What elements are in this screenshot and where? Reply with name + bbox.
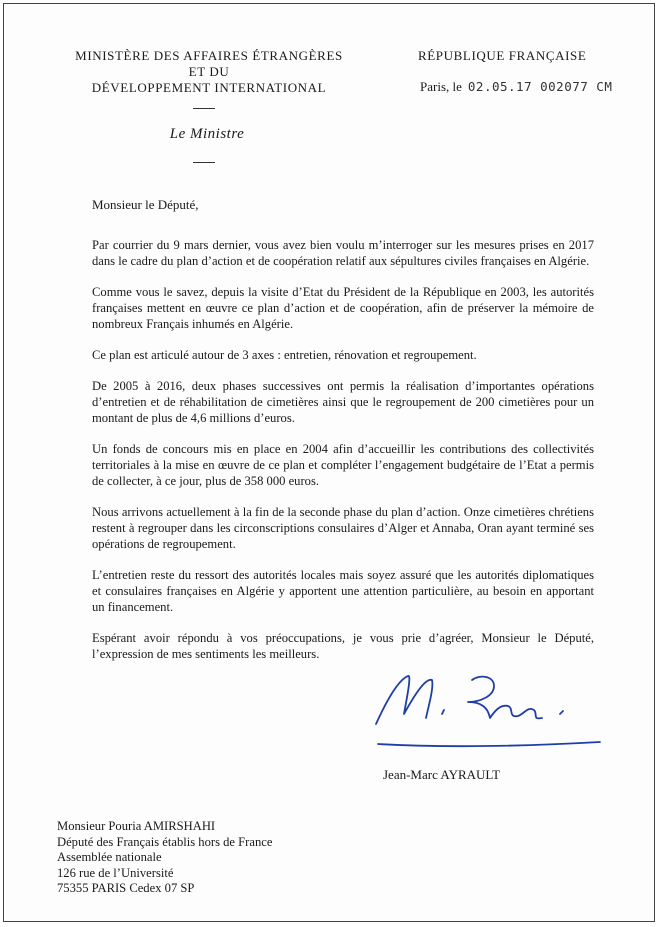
letter-body: [92, 237, 594, 677]
header-divider-bottom: [193, 162, 215, 163]
recipient-name: Monsieur Pouria AMIRSHAHI: [57, 819, 216, 833]
handwritten-signature: [368, 662, 608, 762]
recipient-institution: Assemblée nationale: [57, 850, 162, 864]
date-stamp: 02.05.17 002077 CM: [467, 79, 613, 94]
paragraph-1: Par courrier du 9 mars dernier, vous avez bien voulu m’interroger sur les mesures prises en 2017 dans le cadre du plan d’action et de coopération relatif aux sépultures civiles françaises en Algérie.: [92, 238, 594, 268]
place-date: [420, 79, 612, 95]
signature-stroke-r: [468, 677, 542, 719]
signature-underline: [378, 742, 600, 746]
paragraph-8: Espérant avoir répondu à vos préoccupations, je vous prie d’agréer, Monsieur le Député, l’expression de mes sentiments les meilleurs.: [92, 631, 594, 661]
header-divider-top: [193, 108, 215, 109]
signer-name: Jean-Marc AYRAULT: [383, 767, 501, 782]
ministry-line-2: ET DU: [188, 64, 230, 79]
place-date-label: Paris, le: [420, 79, 462, 94]
signature-dot: [442, 710, 444, 714]
paragraph-5: Un fonds de concours mis en place en 2004 afin d’accueillir les contributions des collectivités territoriales à la mise en œuvre de ce plan et compléter l’engagement budgétaire de l’Etat a permis de collecter, à ce jour, plus de 358 000 euros.: [92, 442, 594, 488]
signature-strokes: [376, 676, 600, 746]
republic-header: RÉPUBLIQUE FRANÇAISE: [418, 48, 587, 63]
paragraph-4: De 2005 à 2016, deux phases successives ont permis la réalisation d’importantes opérations d’entretien et de réhabilitation de cimetières ainsi que le regroupement de 200 cimetières pour un montant de plus de 4,6 millions d’euros.: [92, 379, 594, 425]
signature-dot-2: [560, 711, 563, 714]
paragraph-6: Nous arrivons actuellement à la fin de la seconde phase du plan d’action. Onze cimetières chrétiens restent à regrouper dans les circonscriptions consulaires d’Alger et Annaba, Oran ayant terminé ses opérations de regroupement.: [92, 505, 594, 551]
paragraph-2: Comme vous le savez, depuis la visite d’Etat du Président de la République en 2003, les autorités françaises mettent en œuvre ce plan d’action et de coopération, afin de préserver la mémoire de nombreux Français inhumés en Algérie.: [92, 285, 594, 331]
recipient-street: 126 rue de l’Université: [57, 865, 174, 880]
minister-title: Le Ministre: [169, 126, 245, 142]
recipient-city: 75355 PARIS Cedex 07 SP: [57, 881, 195, 895]
signature-stroke-m: [376, 676, 432, 724]
ministry-header: [44, 48, 374, 96]
recipient-address: [57, 819, 272, 897]
ministry-line-1: MINISTÈRE DES AFFAIRES ÉTRANGÈRES: [75, 48, 343, 63]
recipient-title: Député des Français établis hors de France: [57, 834, 273, 849]
ministry-line-3: DÉVELOPPEMENT INTERNATIONAL: [91, 80, 327, 95]
paragraph-7: L’entretien reste du ressort des autorités locales mais soyez assuré que les autorités diplomatiques et consulaires françaises en Algérie y apportent une attention particulière, au besoin en apportant un financement.: [92, 568, 594, 614]
salutation: Monsieur le Député,: [92, 197, 199, 212]
paragraph-3: Ce plan est articulé autour de 3 axes : entretien, rénovation et regroupement.: [92, 348, 477, 362]
